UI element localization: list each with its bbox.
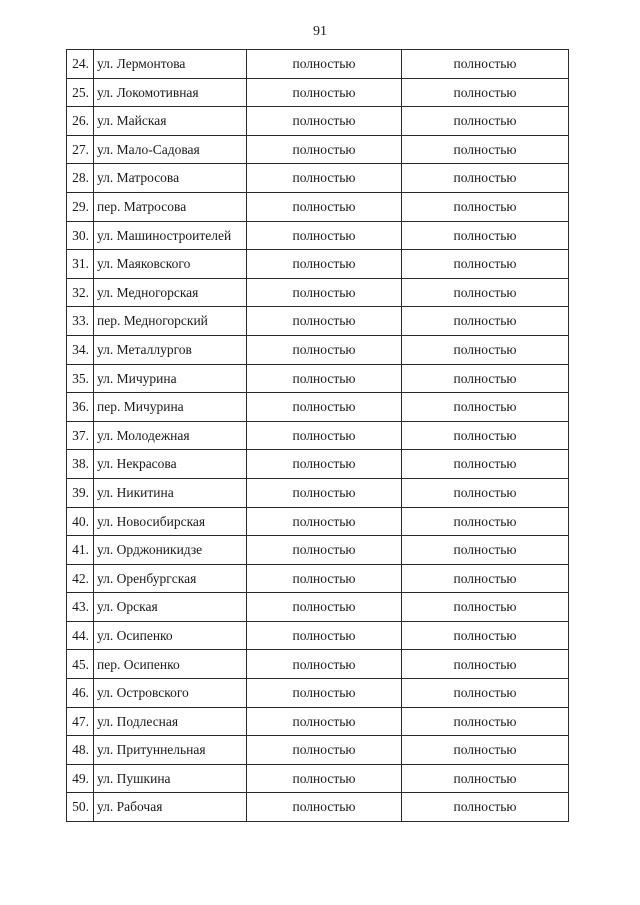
table-row	[67, 707, 569, 736]
status-cell-2: полностью	[402, 764, 569, 793]
row-number-cell: 39.	[67, 478, 94, 507]
street-name-cell: пер. Матросова	[94, 192, 247, 221]
streets-table	[66, 49, 569, 822]
status-cell-1: полностью	[247, 250, 402, 279]
street-name-cell: ул. Лермонтова	[94, 50, 247, 79]
status-cell-2: полностью	[402, 364, 569, 393]
table-row	[67, 364, 569, 393]
table-row	[67, 50, 569, 79]
row-number-cell: 27.	[67, 135, 94, 164]
row-number-cell: 49.	[67, 764, 94, 793]
street-name-cell: пер. Мичурина	[94, 393, 247, 422]
status-cell-1: полностью	[247, 650, 402, 679]
status-cell-2: полностью	[402, 250, 569, 279]
status-cell-1: полностью	[247, 536, 402, 565]
row-number-cell: 37.	[67, 421, 94, 450]
status-cell-1: полностью	[247, 107, 402, 136]
status-cell-2: полностью	[402, 478, 569, 507]
table-row	[67, 764, 569, 793]
row-number-cell: 25.	[67, 78, 94, 107]
status-cell-1: полностью	[247, 793, 402, 822]
status-cell-1: полностью	[247, 278, 402, 307]
row-number-cell: 40.	[67, 507, 94, 536]
street-name-cell: ул. Орская	[94, 593, 247, 622]
row-number-cell: 36.	[67, 393, 94, 422]
street-name-cell: ул. Медногорская	[94, 278, 247, 307]
status-cell-2: полностью	[402, 335, 569, 364]
status-cell-1: полностью	[247, 192, 402, 221]
status-cell-2: полностью	[402, 192, 569, 221]
row-number-cell: 44.	[67, 621, 94, 650]
row-number-cell: 35.	[67, 364, 94, 393]
status-cell-2: полностью	[402, 593, 569, 622]
table-row	[67, 221, 569, 250]
status-cell-2: полностью	[402, 78, 569, 107]
table-row	[67, 135, 569, 164]
status-cell-1: полностью	[247, 78, 402, 107]
street-name-cell: пер. Осипенко	[94, 650, 247, 679]
row-number-cell: 45.	[67, 650, 94, 679]
status-cell-2: полностью	[402, 278, 569, 307]
street-name-cell: ул. Рабочая	[94, 793, 247, 822]
status-cell-1: полностью	[247, 221, 402, 250]
street-name-cell: ул. Притуннельная	[94, 736, 247, 765]
table-row	[67, 650, 569, 679]
table-row	[67, 450, 569, 479]
table-row	[67, 192, 569, 221]
row-number-cell: 41.	[67, 536, 94, 565]
table-row	[67, 736, 569, 765]
table-row	[67, 250, 569, 279]
table-row	[67, 335, 569, 364]
street-name-cell: ул. Металлургов	[94, 335, 247, 364]
street-name-cell: ул. Маяковского	[94, 250, 247, 279]
street-name-cell: ул. Новосибирская	[94, 507, 247, 536]
street-name-cell: ул. Подлесная	[94, 707, 247, 736]
row-number-cell: 24.	[67, 50, 94, 79]
street-name-cell: ул. Локомотивная	[94, 78, 247, 107]
status-cell-2: полностью	[402, 450, 569, 479]
street-name-cell: ул. Некрасова	[94, 450, 247, 479]
street-name-cell: ул. Орджоникидзе	[94, 536, 247, 565]
status-cell-1: полностью	[247, 364, 402, 393]
status-cell-2: полностью	[402, 307, 569, 336]
status-cell-1: полностью	[247, 507, 402, 536]
row-number-cell: 38.	[67, 450, 94, 479]
street-name-cell: ул. Островского	[94, 679, 247, 708]
table-row	[67, 536, 569, 565]
status-cell-2: полностью	[402, 507, 569, 536]
table-row	[67, 78, 569, 107]
row-number-cell: 34.	[67, 335, 94, 364]
table-row	[67, 593, 569, 622]
status-cell-1: полностью	[247, 450, 402, 479]
street-name-cell: ул. Осипенко	[94, 621, 247, 650]
status-cell-1: полностью	[247, 393, 402, 422]
status-cell-2: полностью	[402, 107, 569, 136]
row-number-cell: 42.	[67, 564, 94, 593]
status-cell-1: полностью	[247, 135, 402, 164]
table-row	[67, 278, 569, 307]
status-cell-1: полностью	[247, 593, 402, 622]
status-cell-1: полностью	[247, 164, 402, 193]
street-name-cell: пер. Медногорский	[94, 307, 247, 336]
row-number-cell: 46.	[67, 679, 94, 708]
status-cell-2: полностью	[402, 50, 569, 79]
status-cell-2: полностью	[402, 393, 569, 422]
status-cell-1: полностью	[247, 335, 402, 364]
table-row	[67, 621, 569, 650]
status-cell-1: полностью	[247, 421, 402, 450]
table-row	[67, 507, 569, 536]
status-cell-2: полностью	[402, 707, 569, 736]
status-cell-2: полностью	[402, 164, 569, 193]
street-name-cell: ул. Оренбургская	[94, 564, 247, 593]
street-name-cell: ул. Мало-Садовая	[94, 135, 247, 164]
row-number-cell: 43.	[67, 593, 94, 622]
status-cell-2: полностью	[402, 793, 569, 822]
status-cell-2: полностью	[402, 736, 569, 765]
status-cell-1: полностью	[247, 707, 402, 736]
status-cell-2: полностью	[402, 564, 569, 593]
row-number-cell: 47.	[67, 707, 94, 736]
page-number: 91	[313, 24, 327, 39]
table-row	[67, 564, 569, 593]
status-cell-1: полностью	[247, 564, 402, 593]
status-cell-2: полностью	[402, 221, 569, 250]
table-row	[67, 307, 569, 336]
status-cell-2: полностью	[402, 650, 569, 679]
street-name-cell: ул. Машиностроителей	[94, 221, 247, 250]
table-row	[67, 107, 569, 136]
street-name-cell: ул. Майская	[94, 107, 247, 136]
status-cell-1: полностью	[247, 50, 402, 79]
table-row	[67, 421, 569, 450]
status-cell-1: полностью	[247, 764, 402, 793]
status-cell-2: полностью	[402, 421, 569, 450]
row-number-cell: 50.	[67, 793, 94, 822]
status-cell-1: полностью	[247, 736, 402, 765]
row-number-cell: 29.	[67, 192, 94, 221]
status-cell-2: полностью	[402, 135, 569, 164]
row-number-cell: 31.	[67, 250, 94, 279]
street-name-cell: ул. Мичурина	[94, 364, 247, 393]
row-number-cell: 26.	[67, 107, 94, 136]
row-number-cell: 30.	[67, 221, 94, 250]
row-number-cell: 28.	[67, 164, 94, 193]
status-cell-2: полностью	[402, 536, 569, 565]
table-row	[67, 793, 569, 822]
status-cell-1: полностью	[247, 679, 402, 708]
street-name-cell: ул. Пушкина	[94, 764, 247, 793]
row-number-cell: 33.	[67, 307, 94, 336]
status-cell-1: полностью	[247, 478, 402, 507]
table-row	[67, 478, 569, 507]
street-name-cell: ул. Матросова	[94, 164, 247, 193]
table-row	[67, 393, 569, 422]
streets-table-body	[67, 50, 569, 822]
status-cell-1: полностью	[247, 621, 402, 650]
status-cell-2: полностью	[402, 621, 569, 650]
street-name-cell: ул. Никитина	[94, 478, 247, 507]
table-row	[67, 679, 569, 708]
street-name-cell: ул. Молодежная	[94, 421, 247, 450]
row-number-cell: 48.	[67, 736, 94, 765]
row-number-cell: 32.	[67, 278, 94, 307]
table-row	[67, 164, 569, 193]
status-cell-2: полностью	[402, 679, 569, 708]
status-cell-1: полностью	[247, 307, 402, 336]
